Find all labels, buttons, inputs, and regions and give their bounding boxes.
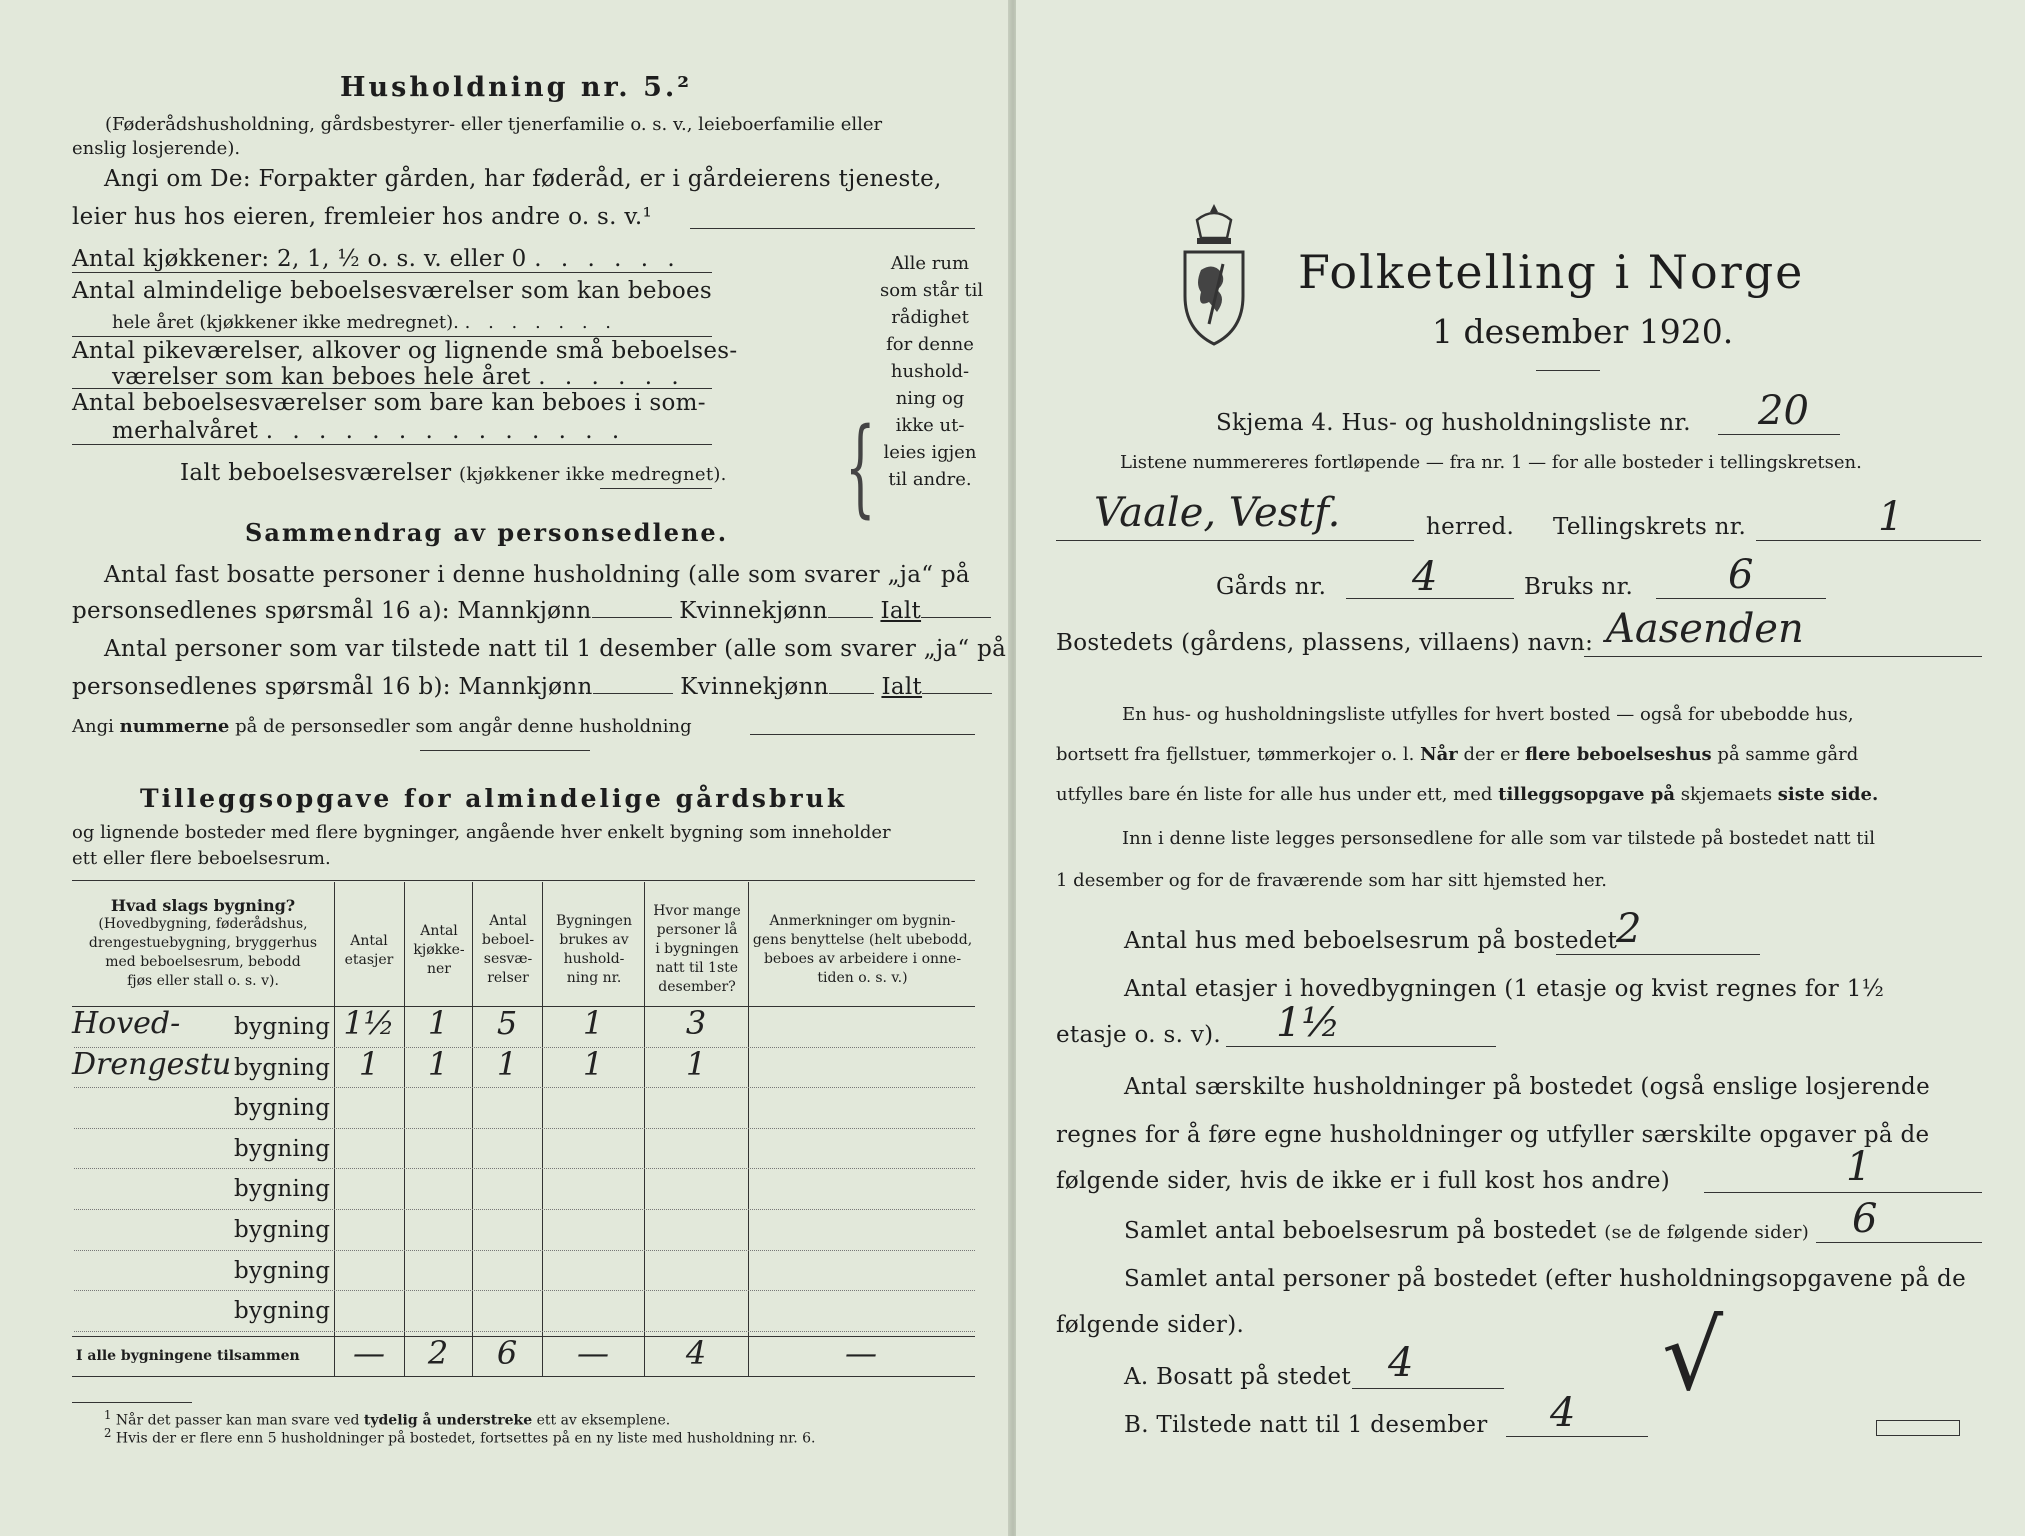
table-row-rule xyxy=(74,1331,975,1332)
schema-label: Skjema 4. Hus- og husholdningsliste nr. xyxy=(1216,410,1691,436)
footnote-rule xyxy=(72,1402,192,1403)
footnote-1: $^1$ Når det passer kan man svare ved tydelig å understreke ett av eksemplene. xyxy=(104,1408,671,1429)
table-cell: 1 xyxy=(582,1004,604,1042)
intro-line-1: (Føderådshusholdning, gårdsbestyrer- eller tjenerfamilie o. s. v., leieboerfamilie eller xyxy=(105,114,883,135)
table-cell: 1 xyxy=(685,1044,707,1083)
rooms-maid-2: værelser som kan beboes hele året . . . . . . xyxy=(112,364,685,390)
header-persons: Hvor mange personer lå i bygningen natt til 1ste desember? xyxy=(653,903,741,995)
total-cell: — xyxy=(353,1334,385,1372)
rooms-total: Ialt beboelsesværelser (kjøkkener ikke medregnet). xyxy=(180,460,727,486)
rooms-line-3 xyxy=(72,388,712,389)
hush-line-3: følgende sider, hvis de ikke er i full kost hos andre) xyxy=(1056,1168,1671,1194)
herred-value: Vaale, Vestf. xyxy=(1094,490,1341,536)
summary-line-3: Antal personer som var tilstede natt til 1 desember (alle som svarer „ja“ på xyxy=(104,636,1007,662)
title-rule xyxy=(1536,370,1600,371)
header-rooms: Antal beboel- sesvæ- relser xyxy=(481,913,535,986)
building-name: Hoved- xyxy=(72,1006,181,1041)
total-cell: — xyxy=(577,1334,609,1372)
row-label: bygning xyxy=(234,1217,331,1243)
table-row-rule xyxy=(74,1250,975,1251)
summary-line-5: Angi nummerne på de personsedler som angår denne husholdning xyxy=(72,716,692,737)
rooms-ordinary: Antal almindelige beboelsesværelser som kan beboes xyxy=(72,278,713,304)
header-floors: Antal etasjer xyxy=(344,933,394,968)
rooms-maid: Antal pikeværelser, alkover og lignende små beboelses- xyxy=(72,338,738,364)
summary-line-2: personsedlenes spørsmål 16 a): Mannkjønn Kvinnekjønn Ialt xyxy=(72,598,991,624)
row-label: bygning xyxy=(234,1298,331,1325)
table-cell: 1 xyxy=(427,1004,449,1042)
rum-value: 6 xyxy=(1852,1196,1878,1242)
census-date: 1 desember 1920. xyxy=(1432,312,1734,351)
table-row-rule xyxy=(74,1290,975,1291)
summary-title: Sammendrag av personsedlene. xyxy=(245,518,729,547)
para1-line2: bortsett fra fjellstuer, tømmerkojer o. l. Når der er flere beboelseshus på samme gård xyxy=(1056,744,1859,765)
hush-value: 1 xyxy=(1846,1144,1872,1190)
rooms-summer-2: merhalvåret . . . . . . . . . . . . . . xyxy=(112,418,626,444)
gards-value: 4 xyxy=(1412,554,1438,600)
table-cell: 1 xyxy=(427,1044,449,1083)
table-cell: 1 xyxy=(582,1044,604,1083)
para2-line2: 1 desember og for de fraværende som har sitt hjemsted her. xyxy=(1056,870,1607,891)
rooms-kitchens: Antal kjøkkener: 2, 1, ½ o. s. v. eller 0 . . . . . . xyxy=(72,246,681,272)
rooms-line-4 xyxy=(72,444,712,445)
extra-title: Tilleggsopgave for almindelige gårdsbruk xyxy=(140,784,848,813)
table-cell: 3 xyxy=(685,1004,707,1042)
pers-line-2: følgende sider). xyxy=(1056,1312,1245,1338)
para1-line1: En hus- og husholdningsliste utfylles for hvert bosted — også for ubebodde hus, xyxy=(1122,704,1854,725)
rooms-line-2 xyxy=(72,336,712,337)
census-title: Folketelling i Norge xyxy=(1298,245,1805,299)
hush-line-1: Antal særskilte husholdninger på bostedet (også enslige losjerende xyxy=(1124,1074,1930,1100)
row-label: bygning xyxy=(234,1054,331,1081)
table-cell: 1½ xyxy=(343,1004,395,1042)
ask-line-2: leier hus hos eieren, fremleier hos andre o. s. v.¹ xyxy=(72,204,653,230)
table-top xyxy=(72,880,975,881)
ask-line-1: Angi om De: Forpakter gården, har føderåd, er i gårdeierens tjeneste, xyxy=(104,166,942,192)
rooms-summer: Antal beboelsesværelser som bare kan beboes i som- xyxy=(72,390,706,416)
total-label: I alle bygningene tilsammen xyxy=(76,1348,300,1364)
total-cell: 4 xyxy=(685,1334,707,1372)
row-label: bygning xyxy=(234,1135,331,1162)
table-row-rule xyxy=(74,1128,975,1129)
summary-numbers-line xyxy=(750,734,975,735)
bruks-label: Bruks nr. xyxy=(1524,574,1634,600)
total-cell: 2 xyxy=(427,1334,449,1372)
tilstede-value: 4 xyxy=(1550,1390,1576,1436)
bosatt-value: 4 xyxy=(1388,1340,1414,1386)
hush-line-2: regnes for å føre egne husholdninger og utfyller særskilte opgaver på de xyxy=(1056,1122,1930,1148)
rum-label: Samlet antal beboelsesrum på bostedet (se de følgende sider) xyxy=(1124,1218,1810,1244)
row-label: bygning xyxy=(234,1176,331,1203)
extra-line-2: ett eller flere beboelsesrum. xyxy=(72,848,331,869)
table-bottom xyxy=(72,1376,975,1377)
krets-value: 1 xyxy=(1878,494,1904,540)
herred-label: herred. xyxy=(1426,514,1515,540)
pers-line-1: Samlet antal personer på bostedet (efter husholdningsopgavene på de xyxy=(1124,1266,1966,1292)
etasjer-line-2: etasje o. s. v). xyxy=(1056,1022,1221,1048)
rooms-line-1 xyxy=(72,272,712,273)
table-row-rule xyxy=(74,1168,975,1169)
bruks-value: 6 xyxy=(1728,552,1754,598)
etasjer-value: 1½ xyxy=(1276,1000,1341,1046)
divider xyxy=(420,750,590,751)
table-cell: 1 xyxy=(496,1044,518,1083)
header-remarks: Anmerkninger om bygnin- gens benyttelse (helt ubebodd, beboes av arbeidere i onne- tiden o. s. v.) xyxy=(752,913,973,986)
extra-line-1: og lignende bosteder med flere bygninger, angående hver enkelt bygning som inneholder xyxy=(72,822,891,843)
rooms-ordinary-2: hele året (kjøkkener ikke medregnet). . . . . . . . xyxy=(112,312,618,333)
header-building-type: Hvad slags bygning? (Hovedbygning, føderådshus, drengestuebygning, bryggerhus med beboelsesrum, bebodd fjøs eller stall o. s. v). xyxy=(88,896,318,989)
check-mark-icon: √ xyxy=(1662,1300,1724,1412)
table-row-rule xyxy=(74,1087,975,1088)
para2-line1: Inn i denne liste legges personsedlene for alle som var tilstede på bostedet natt til xyxy=(1122,828,1876,849)
brace-icon: { xyxy=(845,406,876,530)
table-cell: 5 xyxy=(496,1004,518,1042)
intro-line-2: enslig losjerende). xyxy=(72,138,241,159)
footnote-2: $^2$ Hvis der er flere enn 5 husholdninger på bostedet, fortsettes på en ny liste med husholdning nr. 6. xyxy=(104,1426,816,1447)
row-label: bygning xyxy=(234,1257,331,1284)
table-row-rule xyxy=(74,1209,975,1210)
schema-number: 20 xyxy=(1758,388,1809,434)
right-page xyxy=(1016,0,2025,1536)
coat-of-arms-icon xyxy=(1179,200,1249,350)
total-cell: — xyxy=(845,1334,877,1372)
total-cell: 6 xyxy=(496,1334,518,1372)
hus-label: Antal hus med beboelsesrum på bostedet xyxy=(1124,928,1618,954)
side-note: Alle rum som står til rådighet for denne hushold- ning og ikke ut- leies igjen til andre. xyxy=(880,253,984,490)
bosatt-label: A. Bosatt på stedet xyxy=(1124,1364,1351,1390)
table-cell: 1 xyxy=(358,1044,380,1083)
para1-line3: utfylles bare én liste for alle hus under ett, med tilleggsopgave på skjemaets siste side. xyxy=(1056,784,1879,805)
numbering-note: Listene nummereres fortløpende — fra nr. 1 — for alle bosteder i tellingskretsen. xyxy=(1120,452,1862,473)
rooms-total-line xyxy=(600,488,712,489)
gards-label: Gårds nr. xyxy=(1216,574,1327,600)
summary-line-1: Antal fast bosatte personer i denne husholdning (alle som svarer „ja“ på xyxy=(104,562,970,588)
bosted-label: Bostedets (gårdens, plassens, villaens) navn: xyxy=(1056,630,1594,656)
krets-label: Tellingskrets nr. xyxy=(1553,514,1747,540)
building-name: Drengestu xyxy=(72,1046,232,1082)
left-page xyxy=(0,0,1010,1536)
row-label: bygning xyxy=(234,1095,331,1122)
ask-answer-line xyxy=(690,228,975,229)
etasjer-line-1: Antal etasjer i hovedbygningen (1 etasje og kvist regnes for 1½ xyxy=(1124,976,1885,1002)
header-kitchens: Antal kjøkke- ner xyxy=(413,923,465,977)
hus-value: 2 xyxy=(1616,906,1642,952)
bosted-value: Aasenden xyxy=(1606,606,1804,652)
summary-line-4: personsedlenes spørsmål 16 b): Mannkjønn Kvinnekjønn Ialt xyxy=(72,674,992,700)
printer-stamp-icon xyxy=(1876,1420,1960,1436)
tilstede-label: B. Tilstede natt til 1 desember xyxy=(1124,1412,1488,1438)
row-label: bygning xyxy=(234,1014,331,1040)
household-title: Husholdning nr. 5.² xyxy=(340,72,693,103)
header-household-no: Bygningen brukes av hushold- ning nr. xyxy=(556,913,632,986)
